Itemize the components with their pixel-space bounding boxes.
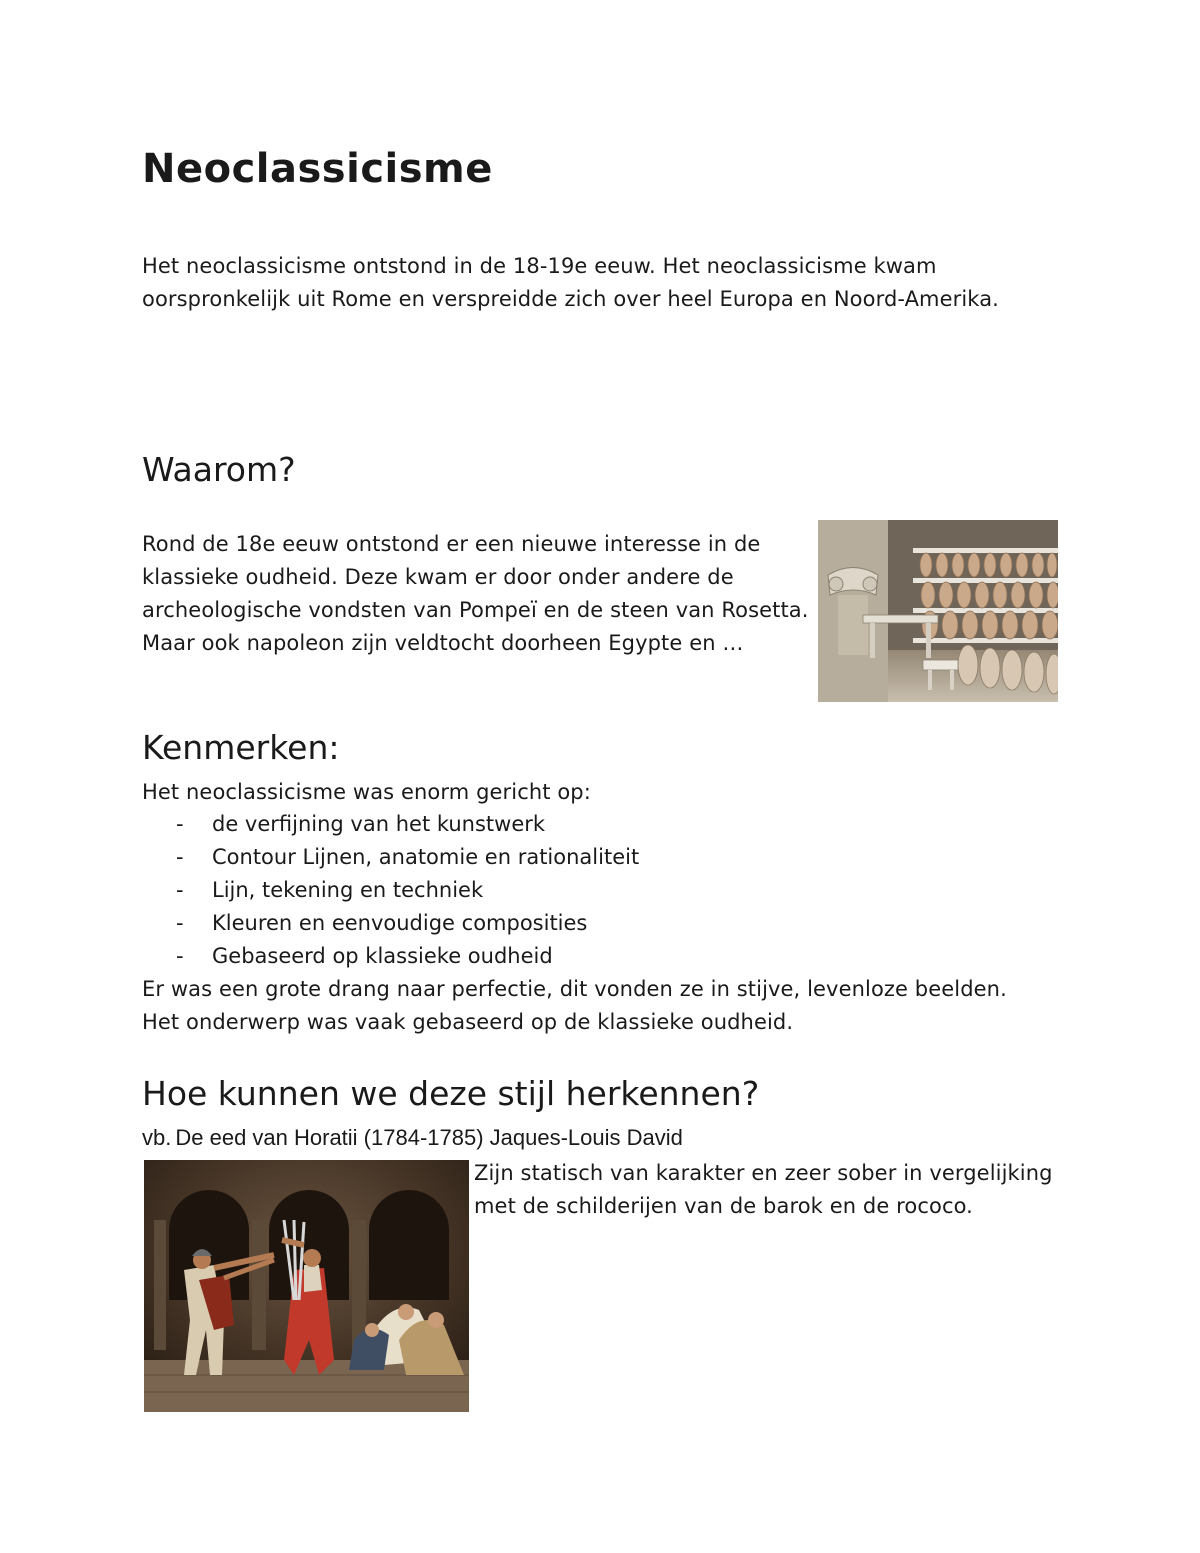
list-item [142,874,639,907]
intro-paragraph: Het neoclassicisme ontstond in de 18-19e eeuw. Het neoclassicisme kwam oorspronkelijk uit Rome en verspreidde zich over heel Europa en Noord-Amerika. [142,254,999,311]
section-heading-waarom: Waarom? [142,450,296,489]
waarom-paragraph: Rond de 18e eeuw ontstond er een nieuwe interesse in de klassieke oudheid. Deze kwam er door onder andere de archeologische vondsten van Pompeï en de steen van Rosetta. Maar ook napoleon zijn veldtocht doorheen Egypte en … [142,532,809,655]
pompeii-amphorae-photo [818,520,1058,702]
list-dash: - [176,944,184,968]
section-heading-herkennen: Hoe kunnen we deze stijl herkennen? [142,1074,760,1113]
painting-caption [142,1123,683,1153]
kenmerken-closing-paragraph: Er was een grote drang naar perfectie, dit vonden ze in stijve, levenloze beelden. Het onderwerp was vaak gebaseerd op de klassieke oudheid. [142,977,1007,1034]
list-item [142,808,639,841]
list-item-text: Contour Lijnen, anatomie en rationaliteit [212,845,640,869]
list-item-text: de verfijning van het kunstwerk [212,812,546,836]
list-item [142,940,639,973]
section-heading-kenmerken: Kenmerken: [142,728,340,767]
list-dash: - [176,812,184,836]
list-dash: - [176,911,184,935]
caption-text: De eed van Horatii (1784-1785) Jaques-Louis David [175,1125,683,1150]
kenmerken-list [142,808,639,973]
kenmerken-lead: Het neoclassicisme was enorm gericht op: [142,780,591,804]
list-item-text: Kleuren en eenvoudige composities [212,911,588,935]
list-item-text: Gebaseerd op klassieke oudheid [212,944,553,968]
painting-description: Zijn statisch van karakter en zeer sober in vergelijking met de schilderijen van de barok en de rococo. [474,1161,1053,1218]
list-item-text: Lijn, tekening en techniek [212,878,484,902]
list-item [142,907,639,940]
caption-prefix: vb. [142,1125,172,1150]
list-dash: - [176,845,184,869]
page-title: Neoclassicisme [142,146,493,192]
list-item [142,841,639,874]
list-dash: - [176,878,184,902]
oath-of-horatii-painting [144,1160,469,1412]
